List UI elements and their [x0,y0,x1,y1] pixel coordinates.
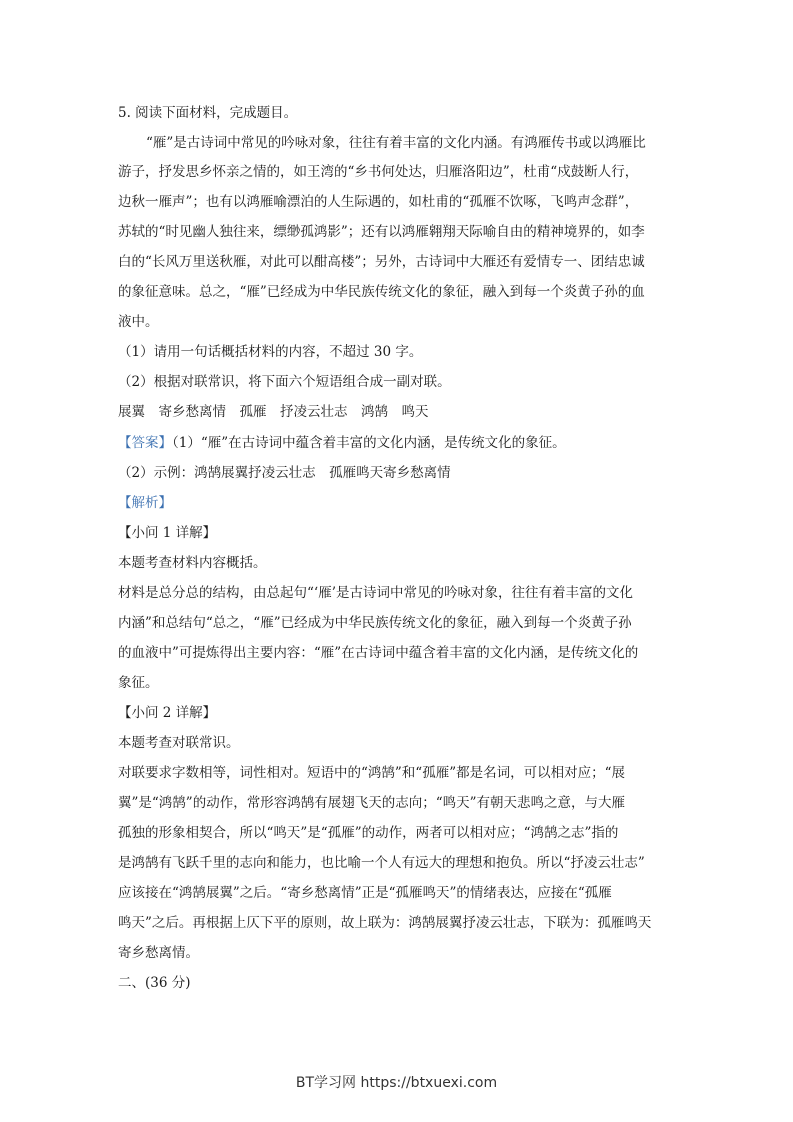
q2-line: 翼”是“鸿鹄”的动作，常形容鸿鹄有展翅飞天的志向；“鸣天”有朝天悲鸣之意，与大雁 [118,795,626,811]
passage-line: 边秋一雁声”；也有以鸿雁喻漂泊的人生际遇的，如杜甫的“孤雁不饮啄，飞鸣声念群”， [118,194,639,210]
q1-line: 材料是总分总的结构，由总起句“‘雁’是古诗词中常见的吟咏对象，往往有着丰富的文化 [118,585,633,601]
q2-line: 孤独的形象相契合，所以“鸣天”是“孤雁”的动作，两者可以相对应；“鸿鹄之志”指的 [118,825,619,841]
passage-line: 的象征意味。总之，“雁”已经成为中华民族传统文化的象征，融入到每一个炎黄子孙的血 [118,284,645,300]
sub-question-1: （1）请用一句话概括材料的内容，不超过 30 字。 [118,344,423,360]
q1-line: 的血液中”可提炼得出主要内容：“雁”在古诗词中蕴含着丰富的文化内涵，是传统文化的 [118,645,639,661]
q2-line: 应该接在“鸿鹄展翼”之后。“寄乡愁离情”正是“孤雁鸣天”的情绪表达，应接在“孤雁 [118,885,612,901]
answer-text-1: （1）“雁”在古诗词中蕴含着丰富的文化内涵，是传统文化的象征。 [172,435,566,451]
q2-title: 【小问 2 详解】 [118,705,217,721]
passage-line: 液中。 [118,314,159,330]
answer-tag: 【答案】 [118,435,172,451]
section-heading: 二、(36 分) [118,975,191,991]
q2-line: 鸣天”之后。再根据上仄下平的原则，故上联为：鸿鹄展翼抒凌云壮志，下联为：孤雁鸣天 [118,915,652,931]
passage-line: 白的“长风万里送秋雁，对此可以酣高楼”；另外，古诗词中大雁还有爱情专一、团结忠诚 [118,254,645,270]
q1-line: 象征。 [118,675,159,691]
q1-line: 内涵”和总结句“总之，“雁”已经成为中华民族传统文化的象征，融入到每一个炎黄子孙 [118,615,632,631]
q2-line: 寄乡愁离情。 [118,945,199,961]
q2-line: 对联要求字数相等，词性相对。短语中的“鸿鹄”和“孤雁”都是名词，可以相对应；“展 [118,765,626,781]
analysis-tag: 【解析】 [118,495,172,511]
sub-question-2: （2）根据对联常识，将下面六个短语组合成一副对联。 [118,374,451,390]
q2-line: 是鸿鹄有飞跃千里的志向和能力，也比喻一个人有远大的理想和抱负。所以“抒凌云壮志” [118,855,645,871]
passage-line: 游子，抒发思乡怀亲之情的，如王湾的“乡书何处达，归雁洛阳边”，杜甫“戍鼓断人行， [118,164,639,180]
passage-line: “雁”是古诗词中常见的吟咏对象，往往有着丰富的文化内涵。有鸿雁传书或以鸿雁比 [146,135,646,151]
q1-line: 本题考查材料内容概括。 [118,555,267,571]
answer-line-2: （2）示例：鸿鹄展翼抒凌云壮志 孤雁鸣天寄乡愁离情 [118,465,451,481]
q2-line: 本题考查对联常识。 [118,735,240,751]
question-heading: 5. 阅读下面材料，完成题目。 [118,105,298,121]
q1-title: 【小问 1 详解】 [118,525,217,541]
answer-line-1 [118,434,566,452]
phrase-list: 展翼 寄乡愁离情 孤雁 抒凌云壮志 鸿鹄 鸣天 [118,404,429,420]
passage-line: 苏轼的“时见幽人独往来，缥缈孤鸿影”；还有以鸿雁翱翔天际喻自由的精神境界的，如李 [118,224,645,240]
page-footer: BT学习网 https://btxuexi.com [295,1075,498,1091]
